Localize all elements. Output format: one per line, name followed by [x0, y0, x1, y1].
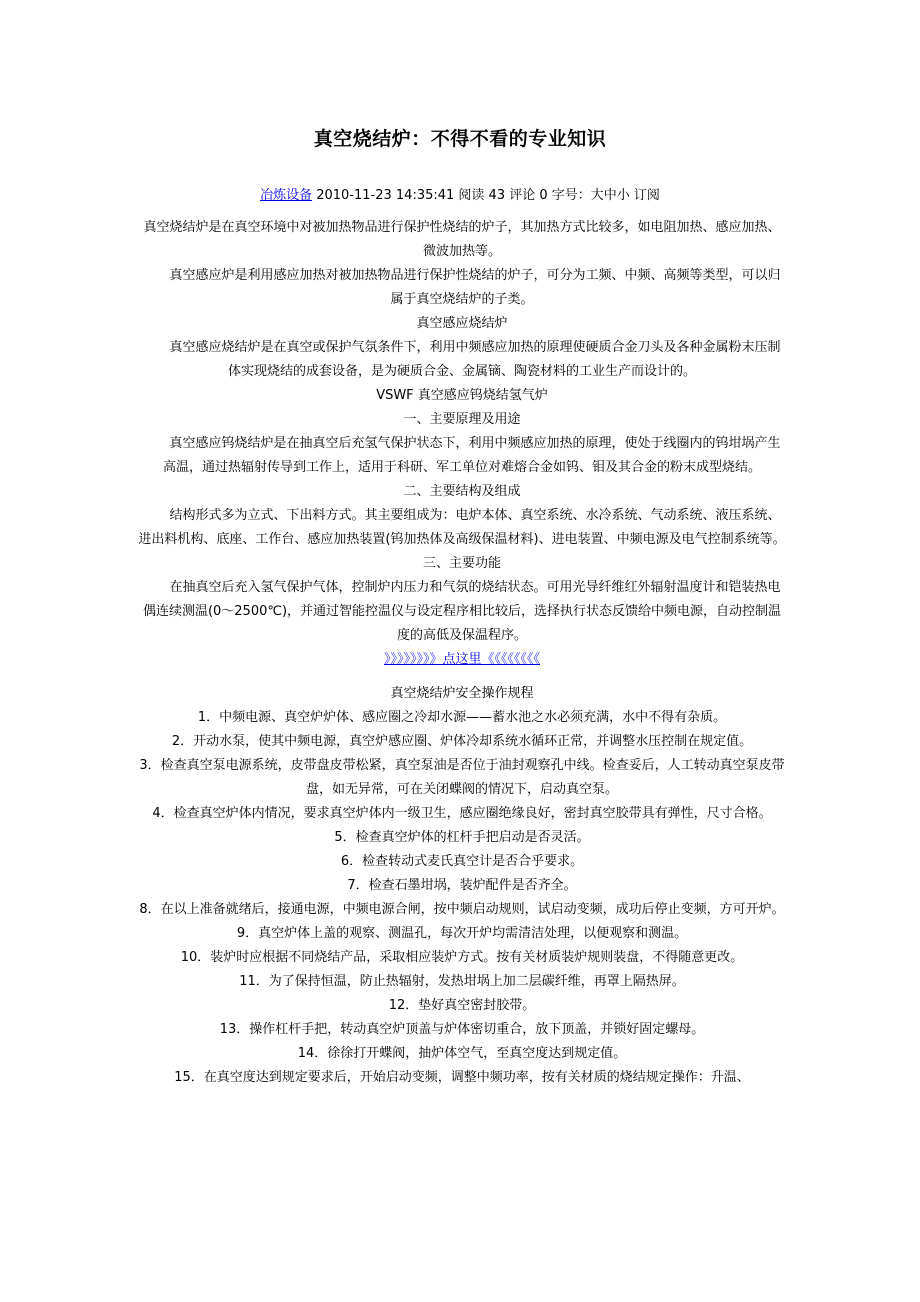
rule-item: 1．中频电源、真空炉炉体、感应圈之冷却水源——蓄水池之水必须充满，水中不得有杂质。	[197, 710, 727, 725]
paragraph: 真空感应钨烧结炉是在抽真空后充氢气保护状态下，利用中频感应加热的原理，使处于线圈内的钨坩埚产生高温，通过热辐射传导到工作上，适用于科研、军工单位对难熔合金如钨、钼及其合金的粉末成型烧结。	[162, 436, 781, 475]
paragraph: 真空感应烧结炉是在真空或保护气氛条件下，利用中频感应加热的原理使硬质合金刀头及各种金属粉末压制体实现烧结的成套设备，是为硬质合金、金属镝、陶瓷材料的工业生产而设计的。	[169, 340, 781, 379]
rule-item: 15．在真空度达到规定要求后，开始启动变频，调整中频功率，按有关材质的烧结规定操作：升温、	[174, 1070, 750, 1085]
article-meta	[0, 184, 920, 203]
meta-details: 2010-11-23 14:35:41 阅读 43 评论 0 字号：大中小 订阅	[312, 188, 660, 203]
article-body	[138, 216, 786, 1090]
rule-item: 3．检查真空泵电源系统，皮带盘皮带松紧，真空泵油是否位于油封观察孔中线。检查妥后，人工转动真空泵皮带盘，如无异常，可在关闭蝶阀的情况下，启动真空泵。	[139, 758, 785, 797]
section-heading: 一、主要原理及用途	[403, 412, 521, 427]
article-title: 真空烧结炉：不得不看的专业知识	[313, 128, 607, 150]
rule-item: 13．操作杠杆手把，转动真空炉顶盖与炉体密切重合，放下顶盖，并锁好固定螺母。	[219, 1022, 705, 1037]
section-heading: 三、主要功能	[422, 556, 501, 571]
rule-item: 9．真空炉体上盖的观察、测温孔，每次开炉均需清洁处理，以便观察和测温。	[236, 926, 688, 941]
paragraph: 真空烧结炉是在真空环境中对被加热物品进行保护性烧结的炉子，其加热方式比较多，如电阻加热、感应加热、微波加热等。	[143, 220, 781, 259]
rule-item: 2．开动水泵，使其中频电源，真空炉感应圈、炉体冷却系统水循环正常，并调整水压控制在规定值。	[171, 734, 753, 749]
rule-item: 7．检查石墨坩埚，装炉配件是否齐全。	[347, 878, 577, 893]
paragraph: 结构形式多为立式、下出料方式。其主要组成为：电炉本体、真空系统、水冷系统、气动系统、液压系统、进出料机构、底座、工作台、感应加热装置(钨加热体及高级保温材料)、进电装置、中频电源及电气控制系统等。	[138, 508, 786, 547]
spacer	[138, 672, 786, 682]
rule-item: 4．检查真空炉体内情况，要求真空炉体内一级卫生，感应圈绝缘良好，密封真空胶带具有弹性，尺寸合格。	[152, 806, 772, 821]
rule-item: 11．为了保持恒温，防止热辐射，发热坩埚上加二层碳纤维，再罩上隔热屏。	[239, 974, 685, 989]
paragraph: 在抽真空后充入氢气保护气体，控制炉内压力和气氛的烧结状态。可用光导纤维红外辐射温度计和铠装热电偶连续测温(0～2500℃)，并通过智能控温仪与设定程序相比较后，选择执行状态反馈给中频电源，自动控制温度的高低及保温程序。	[142, 580, 782, 643]
rules-title: 真空烧结炉安全操作规程	[390, 686, 534, 701]
rule-item: 14．徐徐打开蝶阀，抽炉体空气，至真空度达到规定值。	[297, 1046, 627, 1061]
section-heading: VSWF 真空感应钨烧结氢气炉	[376, 388, 548, 403]
rule-item: 12．垫好真空密封胶带。	[388, 998, 536, 1013]
click-here-link[interactable]: 》》》》》》》》点这里《《《《《《《《	[383, 652, 540, 667]
paragraph: 真空感应炉是利用感应加热对被加热物品进行保护性烧结的炉子，可分为工频、中频、高频等类型，可以归属于真空烧结炉的子类。	[169, 268, 781, 307]
rule-item: 5．检查真空炉体的杠杆手把启动是否灵活。	[334, 830, 590, 845]
section-heading: 真空感应烧结炉	[416, 316, 508, 331]
rule-item: 6．检查转动式麦氏真空计是否合乎要求。	[340, 854, 584, 869]
rule-item: 8．在以上准备就绪后，接通电源，中频电源合闸，按中频启动规则，试启动变频，成功后停止变频，方可开炉。	[139, 902, 785, 917]
section-heading: 二、主要结构及组成	[403, 484, 521, 499]
rule-item: 10．装炉时应根据不同烧结产品，采取相应装炉方式。按有关材质装炉规则装盘，不得随意更改。	[180, 950, 744, 965]
category-link[interactable]: 冶炼设备	[260, 188, 313, 203]
